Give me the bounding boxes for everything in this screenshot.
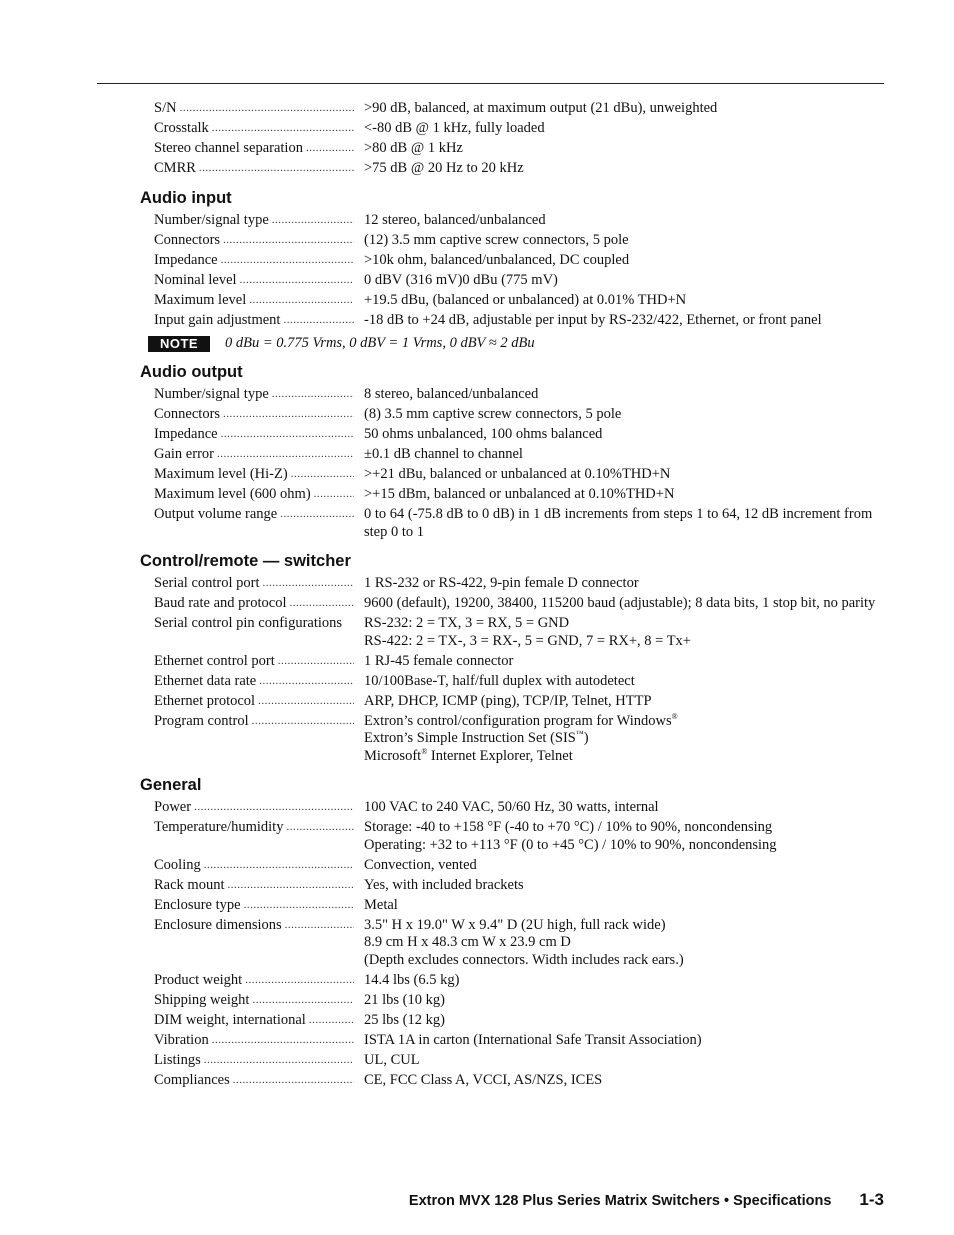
spec-label: Temperature/humidity (154, 819, 284, 835)
spec-row-maximum-level-hi-z (140, 466, 884, 484)
spec-value-line: >90 dB, balanced, at maximum output (21 dBu), unweighted (364, 100, 718, 116)
dot-leader (204, 857, 354, 875)
spec-value (364, 1012, 884, 1030)
spec-value-line: Metal (364, 896, 398, 913)
spec-row-stereo-channel-separation (140, 140, 884, 158)
dot-leader (204, 1052, 354, 1070)
spec-label-container (154, 615, 354, 650)
spec-value (364, 877, 884, 895)
page-footer (380, 1190, 884, 1210)
spec-label-container (154, 877, 354, 895)
spec-label: Power (154, 799, 192, 815)
spec-label-container (154, 426, 354, 444)
dot-leader (272, 212, 354, 230)
spec-value-line: Extron’s control/configuration program for Windows® (364, 711, 678, 729)
spec-row-power (140, 799, 884, 817)
spec-label: Ethernet data rate (154, 672, 257, 689)
dot-leader (223, 232, 354, 250)
spec-label-container (154, 992, 354, 1010)
spec-value-line: Yes, with included brackets (364, 876, 524, 893)
dot-leader (252, 992, 354, 1010)
spec-label-container (154, 140, 354, 158)
spec-value-line: RS-232: 2 = TX, 3 = RX, 5 = GND (364, 615, 570, 631)
spec-value (364, 160, 884, 178)
spec-label-container (154, 466, 354, 484)
spec-row-connectors (140, 232, 884, 250)
spec-label-container (154, 120, 354, 138)
spec-value (364, 653, 884, 671)
spec-label: Listings (154, 1051, 201, 1068)
spec-label: Gain error (154, 446, 214, 462)
dot-leader (180, 100, 354, 118)
spec-label: Ethernet control port (154, 652, 275, 669)
spec-value (364, 120, 884, 138)
spec-value (364, 292, 884, 310)
dot-leader (285, 917, 354, 970)
dot-leader (286, 819, 354, 854)
spec-value (364, 466, 884, 484)
spec-value (364, 252, 884, 270)
spec-value-line: (Depth excludes connectors. Width includes rack ears.) (364, 951, 684, 968)
spec-row-gain-error (140, 446, 884, 464)
spec-label-container (154, 160, 354, 178)
spec-value-line: 0 dBV (316 mV)0 dBu (775 mV) (364, 271, 558, 288)
spec-value-line: 12 stereo, balanced/unbalanced (364, 211, 546, 228)
spec-label-container (154, 857, 354, 875)
dot-leader (263, 575, 354, 593)
spec-value (364, 1052, 884, 1070)
spec-row-ethernet-protocol (140, 693, 884, 711)
spec-row-serial-control-port (140, 575, 884, 593)
dot-leader (227, 877, 354, 895)
spec-value-line: >+21 dBu, balanced or unbalanced at 0.10%THD+N (364, 466, 671, 482)
spec-row-number-signal-type (140, 212, 884, 230)
spec-value (364, 595, 884, 613)
spec-row-listings (140, 1052, 884, 1070)
spec-row-connectors (140, 406, 884, 424)
spec-row-impedance (140, 252, 884, 270)
spec-label: Serial control pin configurations (154, 615, 343, 631)
spec-label-container (154, 446, 354, 464)
spec-label: Compliances (154, 1071, 230, 1088)
spec-label: Ethernet protocol (154, 692, 256, 709)
spec-value (364, 212, 884, 230)
spec-value-line: 0 to 64 (-75.8 dB to 0 dB) in 1 dB increments from steps 1 to 64, 12 dB increment from step 0 to 1 (364, 506, 873, 540)
dot-leader (245, 972, 354, 990)
spec-value (364, 897, 884, 915)
spec-label: Maximum level (600 ohm) (154, 486, 311, 502)
spec-label-container (154, 897, 354, 915)
control-remote-specs (140, 575, 884, 765)
spec-value (364, 446, 884, 464)
spec-value (364, 1072, 884, 1090)
spec-value-line: 50 ohms unbalanced, 100 ohms balanced (364, 426, 603, 442)
spec-label-container (154, 100, 354, 118)
spec-label: Product weight (154, 971, 243, 988)
spec-label: Vibration (154, 1031, 209, 1048)
audio-input-heading: Audio input (140, 188, 232, 207)
spec-value (364, 615, 884, 650)
spec-label-container (154, 575, 354, 593)
spec-label-container (154, 673, 354, 691)
spec-label-container (154, 312, 354, 330)
spec-value-line: >80 dB @ 1 kHz (364, 140, 463, 156)
spec-value (364, 1032, 884, 1050)
spec-label: Enclosure dimensions (154, 916, 282, 933)
spec-row-input-gain-adjustment (140, 312, 884, 330)
control-remote-heading: Control/remote — switcher (140, 552, 351, 570)
spec-row-s-n (140, 100, 884, 118)
spec-row-enclosure-dimensions (140, 917, 884, 970)
spec-label: Enclosure type (154, 896, 241, 913)
audio-performance-specs (140, 100, 884, 178)
spec-row-output-volume-range (140, 506, 884, 541)
spec-row-enclosure-type (140, 897, 884, 915)
spec-value (364, 232, 884, 250)
spec-label: Number/signal type (154, 386, 269, 402)
dot-leader (223, 406, 354, 424)
spec-label-container (154, 819, 354, 854)
dot-leader (240, 272, 354, 290)
spec-label-container (154, 713, 354, 766)
spec-value-line: >+15 dBm, balanced or unbalanced at 0.10%THD+N (364, 486, 675, 502)
spec-value (364, 972, 884, 990)
dot-leader (212, 120, 354, 138)
spec-label: Rack mount (154, 876, 225, 893)
dot-leader (309, 1012, 354, 1030)
spec-value (364, 713, 884, 766)
dot-leader (194, 799, 354, 817)
spec-value-line: (8) 3.5 mm captive screw connectors, 5 pole (364, 406, 622, 422)
spec-value (364, 917, 884, 970)
spec-value-line: Storage: -40 to +158 °F (-40 to +70 °C) / 10% to 90%, noncondensing (364, 819, 773, 835)
note-label: NOTE (148, 336, 210, 352)
dot-leader (280, 506, 354, 541)
spec-row-crosstalk (140, 120, 884, 138)
dot-leader (212, 1032, 354, 1050)
dot-leader (259, 673, 354, 691)
note-box (148, 335, 884, 352)
spec-value (364, 799, 884, 817)
spec-row-ethernet-data-rate (140, 673, 884, 691)
dot-leader (217, 446, 354, 464)
spec-row-cooling (140, 857, 884, 875)
spec-value-line: 3.5" H x 19.0" W x 9.4" D (2U high, full rack wide) (364, 916, 666, 933)
dot-leader (306, 140, 354, 158)
spec-value-line: ±0.1 dB channel to channel (364, 446, 523, 462)
spec-label-container (154, 1032, 354, 1050)
dot-leader (221, 252, 354, 270)
spec-label-container (154, 252, 354, 270)
spec-value (364, 426, 884, 444)
spec-label: Program control (154, 712, 249, 729)
spec-value (364, 693, 884, 711)
spec-row-product-weight (140, 972, 884, 990)
spec-label-container (154, 506, 354, 541)
spec-label: Maximum level (154, 291, 247, 308)
spec-value (364, 386, 884, 404)
spec-row-maximum-level-600-ohm (140, 486, 884, 504)
spec-value (364, 819, 884, 854)
spec-value (364, 857, 884, 875)
spec-value-line: 25 lbs (12 kg) (364, 1011, 445, 1028)
spec-value-line: 21 lbs (10 kg) (364, 991, 445, 1008)
spec-label: DIM weight, international (154, 1011, 306, 1028)
spec-content (140, 100, 884, 1092)
spec-label-container (154, 972, 354, 990)
spec-value (364, 575, 884, 593)
spec-label: Maximum level (Hi-Z) (154, 466, 288, 482)
audio-output-heading: Audio output (140, 363, 243, 381)
spec-label-container (154, 232, 354, 250)
spec-value (364, 140, 884, 158)
audio-output-specs (140, 386, 884, 541)
page-number: 1-3 (859, 1190, 884, 1209)
spec-value-line: >10k ohm, balanced/unbalanced, DC coupled (364, 251, 630, 268)
spec-value (364, 992, 884, 1010)
spec-value-line: Microsoft® Internet Explorer, Telnet (364, 746, 573, 764)
spec-value-line: -18 dB to +24 dB, adjustable per input by RS-232/422, Ethernet, or front panel (364, 311, 822, 328)
spec-value (364, 486, 884, 504)
spec-label: Nominal level (154, 271, 237, 288)
dot-leader (258, 693, 354, 711)
spec-value-line: RS-422: 2 = TX-, 3 = RX-, 5 = GND, 7 = RX+, 8 = Tx+ (364, 632, 691, 649)
dot-leader (291, 466, 354, 484)
spec-label-container (154, 406, 354, 424)
spec-label-container (154, 386, 354, 404)
spec-value-line: Extron’s Simple Instruction Set (SIS™) (364, 729, 589, 746)
spec-label: Stereo channel separation (154, 140, 303, 156)
spec-label: Cooling (154, 856, 201, 873)
spec-value-line: Operating: +32 to +113 °F (0 to +45 °C) / 10% to 90%, noncondensing (364, 836, 777, 853)
spec-label-container (154, 595, 354, 613)
spec-value-line: CE, FCC Class A, VCCI, AS/NZS, ICES (364, 1071, 603, 1088)
general-specs (140, 799, 884, 1089)
spec-label-container (154, 693, 354, 711)
dot-leader (244, 897, 354, 915)
spec-label-container (154, 292, 354, 310)
spec-label-container (154, 917, 354, 970)
spec-label-container (154, 486, 354, 504)
spec-value (364, 673, 884, 691)
dot-leader (345, 615, 354, 650)
spec-row-maximum-level (140, 292, 884, 310)
spec-value-line: +19.5 dBu, (balanced or unbalanced) at 0.01% THD+N (364, 291, 687, 308)
spec-row-shipping-weight (140, 992, 884, 1010)
spec-label: Connectors (154, 231, 221, 248)
spec-value-line: UL, CUL (364, 1051, 420, 1068)
note-text: 0 dBu = 0.775 Vrms, 0 dBV = 1 Vrms, 0 dBV ≈ 2 dBu (225, 335, 535, 351)
spec-label: CMRR (154, 160, 196, 176)
dot-leader (272, 386, 354, 404)
spec-row-vibration (140, 1032, 884, 1050)
spec-value-line: <-80 dB @ 1 kHz, fully loaded (364, 120, 545, 136)
spec-row-compliances (140, 1072, 884, 1090)
spec-value-line: (12) 3.5 mm captive screw connectors, 5 pole (364, 231, 629, 248)
dot-leader (233, 1072, 354, 1090)
spec-label: Input gain adjustment (154, 311, 281, 328)
audio-input-specs (140, 212, 884, 330)
spec-row-cmrr (140, 160, 884, 178)
spec-value (364, 100, 884, 118)
spec-row-baud-rate-and-protocol (140, 595, 884, 613)
spec-row-dim-weight-international (140, 1012, 884, 1030)
spec-row-temperature-humidity (140, 819, 884, 854)
spec-row-program-control (140, 713, 884, 766)
spec-label-container (154, 272, 354, 290)
spec-value-line: >75 dB @ 20 Hz to 20 kHz (364, 160, 524, 176)
spec-row-number-signal-type (140, 386, 884, 404)
spec-value-line: 1 RJ-45 female connector (364, 652, 514, 669)
spec-row-rack-mount (140, 877, 884, 895)
spec-value-line: 100 VAC to 240 VAC, 50/60 Hz, 30 watts, internal (364, 799, 659, 815)
spec-label: Output volume range (154, 506, 278, 522)
footer-title: Extron MVX 128 Plus Series Matrix Switchers • Specifications (408, 1193, 832, 1209)
spec-value-line: 1 RS-232 or RS-422, 9-pin female D connector (364, 575, 639, 591)
spec-value (364, 312, 884, 330)
spec-label: Impedance (154, 426, 218, 442)
spec-label: Serial control port (154, 575, 260, 591)
spec-value-line: 8.9 cm H x 48.3 cm W x 23.9 cm D (364, 934, 571, 950)
dot-leader (252, 713, 354, 766)
spec-label-container (154, 1072, 354, 1090)
dot-leader (278, 653, 354, 671)
spec-value (364, 406, 884, 424)
spec-row-serial-control-pin-configurations (140, 615, 884, 650)
spec-label: Shipping weight (154, 991, 250, 1008)
spec-value-line: ARP, DHCP, ICMP (ping), TCP/IP, Telnet, HTTP (364, 692, 652, 709)
spec-row-impedance (140, 426, 884, 444)
header-rule (97, 83, 884, 84)
spec-label-container (154, 799, 354, 817)
dot-leader (289, 595, 354, 613)
spec-label: Connectors (154, 406, 221, 422)
spec-value-line: 14.4 lbs (6.5 kg) (364, 971, 460, 988)
spec-label-container (154, 653, 354, 671)
spec-label-container (154, 212, 354, 230)
spec-label: Number/signal type (154, 211, 269, 228)
spec-value (364, 506, 884, 541)
spec-label: S/N (154, 100, 177, 116)
spec-label-container (154, 1012, 354, 1030)
spec-label: Crosstalk (154, 120, 209, 136)
spec-label: Impedance (154, 251, 218, 268)
spec-value-line: 10/100Base-T, half/full duplex with autodetect (364, 672, 635, 689)
spec-label-container (154, 1052, 354, 1070)
dot-leader (249, 292, 354, 310)
general-heading: General (140, 776, 202, 794)
spec-value-line: Convection, vented (364, 856, 477, 873)
spec-value-line: 9600 (default), 19200, 38400, 115200 baud (adjustable); 8 data bits, 1 stop bit, no parity (364, 595, 876, 611)
spec-row-ethernet-control-port (140, 653, 884, 671)
spec-value-line: 8 stereo, balanced/unbalanced (364, 386, 539, 402)
spec-value (364, 272, 884, 290)
dot-leader (283, 312, 354, 330)
spec-label: Baud rate and protocol (154, 595, 287, 611)
dot-leader (199, 160, 354, 178)
spec-value-line: ISTA 1A in carton (International Safe Transit Association) (364, 1031, 702, 1048)
dot-leader (221, 426, 354, 444)
spec-row-nominal-level (140, 272, 884, 290)
dot-leader (314, 486, 354, 504)
